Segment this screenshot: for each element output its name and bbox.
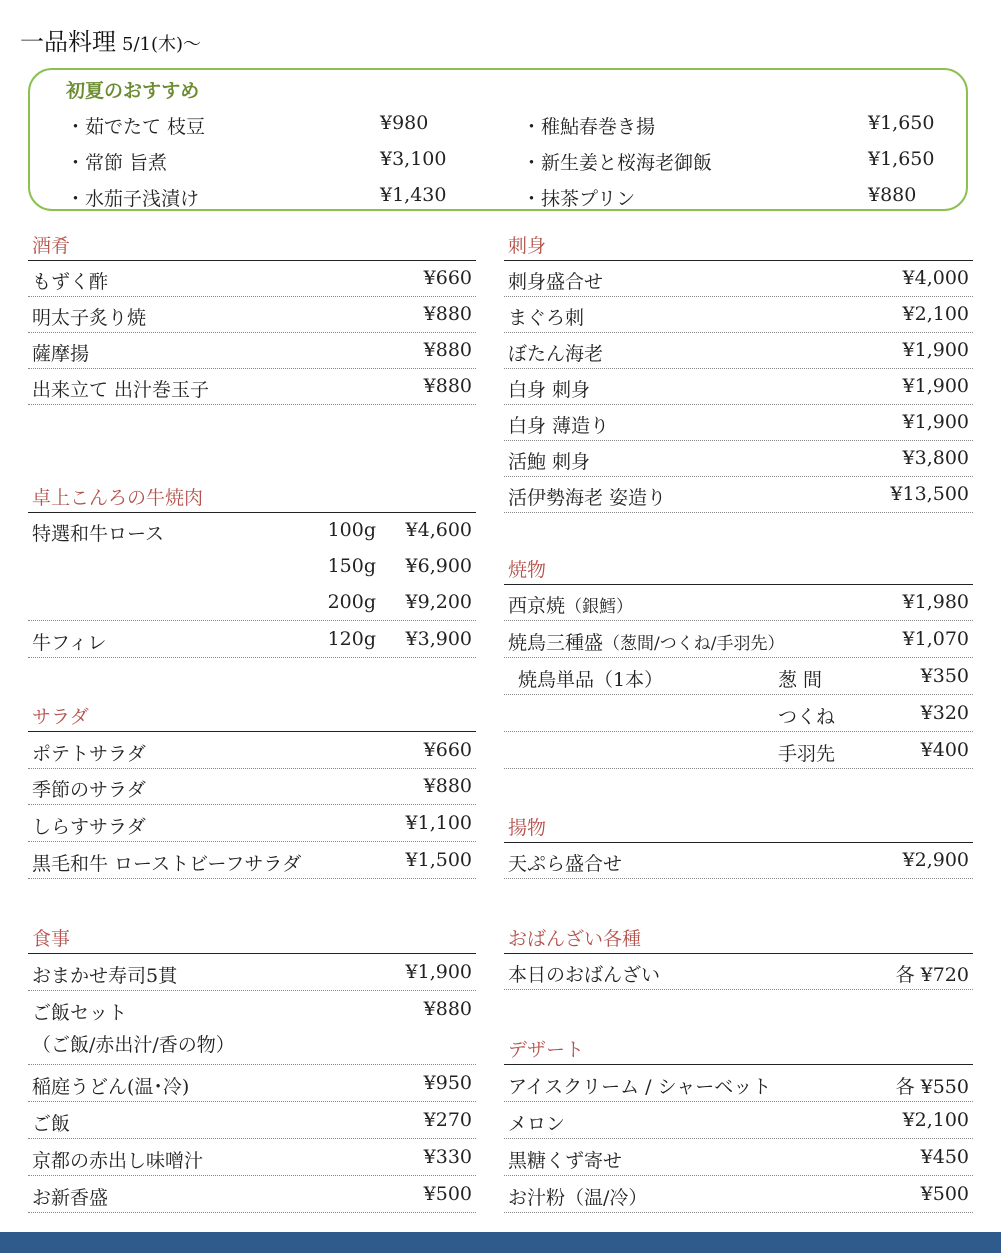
- menu-row: [28, 513, 476, 549]
- section-title-shokuji: 食事: [32, 928, 71, 950]
- bottom-bar: [0, 1232, 1001, 1253]
- section-title-yakimono: 焼物: [508, 559, 547, 581]
- section-rule: [28, 731, 476, 732]
- item-name: ぼたん海老: [508, 343, 604, 365]
- item-size: 150g: [327, 555, 376, 577]
- item-price: ¥3,900: [405, 628, 472, 650]
- item-name: まぐろ刺: [508, 307, 585, 329]
- item-price: ¥500: [920, 1183, 969, 1205]
- item-note: （銀鱈）: [565, 597, 634, 617]
- menu-row: [504, 1103, 973, 1139]
- section-title-agemono: 揚物: [508, 817, 547, 839]
- section-title-gyuyaki: 卓上こんろの牛焼肉: [32, 487, 204, 509]
- item-name: アイスクリーム / シャーベット: [508, 1076, 772, 1098]
- item-price: ¥660: [423, 739, 472, 761]
- page-title: [20, 22, 201, 57]
- menu-row: [28, 1103, 476, 1139]
- item-name: [508, 591, 633, 618]
- item-price: ¥880: [423, 998, 472, 1020]
- menu-row: [504, 1177, 973, 1213]
- item-price: ¥450: [920, 1146, 969, 1168]
- section-rule: [504, 1064, 973, 1065]
- menu-row: [28, 843, 476, 879]
- recommend-title: 初夏のおすすめ: [66, 80, 200, 102]
- section-title-sakana: 酒肴: [32, 235, 71, 257]
- menu-row: [28, 1140, 476, 1176]
- item-price: ¥880: [423, 375, 472, 397]
- item-price: ¥1,980: [902, 591, 969, 613]
- item-name: しらすサラダ: [32, 816, 146, 838]
- item-name: お新香盛: [32, 1187, 109, 1209]
- menu-row: [28, 549, 476, 585]
- item-name: 黒糖くず寄せ: [508, 1150, 623, 1172]
- recommend-item-name: ・新生姜と桜海老御飯: [522, 152, 713, 174]
- item-name-text: 西京焼: [508, 595, 566, 617]
- item-size: 120g: [327, 628, 376, 650]
- recommend-item-name: ・常節 旨煮: [66, 152, 168, 174]
- menu-date: 5/1(木)〜: [122, 34, 202, 55]
- item-price: ¥2,100: [902, 1109, 969, 1131]
- item-price: 各 ¥550: [895, 1076, 969, 1098]
- recommend-item-price: ¥880: [868, 184, 917, 206]
- menu-row: [504, 1140, 973, 1176]
- menu-row: [504, 585, 973, 621]
- item-price: ¥950: [423, 1072, 472, 1094]
- item-price: ¥400: [920, 739, 969, 761]
- recommend-item-price: ¥1,650: [868, 148, 935, 170]
- yakitori-single-label: 焼鳥単品（1本）: [518, 669, 664, 691]
- menu-row: [28, 622, 476, 658]
- menu-row: [504, 696, 973, 732]
- item-name: 牛フィレ: [32, 632, 107, 654]
- item-price: ¥1,070: [902, 628, 969, 650]
- menu-row: [504, 261, 973, 297]
- item-price: ¥9,200: [405, 591, 472, 613]
- menu-row: [504, 297, 973, 333]
- item-name: 白身 刺身: [508, 379, 591, 401]
- recommend-item-name: ・茹でたて 枝豆: [66, 116, 206, 138]
- item-name: 刺身盛合せ: [508, 271, 604, 293]
- menu-row: [28, 297, 476, 333]
- item-name: ご飯: [32, 1113, 71, 1135]
- item-name: [508, 628, 784, 655]
- menu-row: [504, 733, 973, 769]
- menu-row: [28, 733, 476, 769]
- item-name: おまかせ寿司5貫: [32, 965, 178, 987]
- item-price: 各 ¥720: [895, 964, 969, 986]
- section-rule: [28, 953, 476, 954]
- item-kind: つくね: [778, 706, 836, 728]
- item-size: 200g: [327, 591, 376, 613]
- item-name: 明太子炙り焼: [32, 307, 147, 329]
- item-name: ご飯セット: [32, 1002, 128, 1024]
- item-size: 100g: [327, 519, 376, 541]
- item-name: もずく酢: [32, 271, 109, 293]
- item-name: 白身 薄造り: [508, 415, 610, 437]
- recommend-item-name: ・抹茶プリン: [522, 188, 636, 210]
- recommend-item-price: ¥3,100: [380, 148, 447, 170]
- item-price: ¥4,000: [902, 267, 969, 289]
- item-price: ¥880: [423, 339, 472, 361]
- menu-row: [504, 477, 973, 513]
- menu-row: [504, 954, 973, 990]
- menu-row: [504, 843, 973, 879]
- item-kind: 葱 間: [778, 669, 823, 691]
- section-title-salad: サラダ: [32, 706, 89, 728]
- item-price: ¥500: [423, 1183, 472, 1205]
- item-name: 特選和牛ロース: [32, 523, 165, 545]
- item-name: 稲庭うどん(温･冷): [32, 1076, 190, 1098]
- menu-row: [504, 369, 973, 405]
- item-price: ¥1,900: [902, 411, 969, 433]
- item-kind: 手羽先: [778, 743, 836, 765]
- menu-row: [28, 333, 476, 369]
- item-price: ¥880: [423, 775, 472, 797]
- menu-row: [504, 441, 973, 477]
- menu-row: [504, 1066, 973, 1102]
- item-price: ¥1,900: [902, 339, 969, 361]
- item-price: ¥880: [423, 303, 472, 325]
- item-price: ¥3,800: [902, 447, 969, 469]
- menu-row: [28, 1066, 476, 1102]
- item-price: ¥270: [423, 1109, 472, 1131]
- item-name: 出来立て 出汁巻玉子: [32, 379, 210, 401]
- item-note: （ご飯/赤出汁/香の物）: [32, 1034, 235, 1056]
- item-name: 京都の赤出し味噌汁: [32, 1150, 204, 1172]
- item-price: ¥13,500: [890, 483, 969, 505]
- recommend-item-price: ¥1,430: [380, 184, 447, 206]
- item-price: ¥2,100: [902, 303, 969, 325]
- menu-row: [504, 622, 973, 658]
- item-name: 天ぷら盛合せ: [508, 853, 623, 875]
- item-name: 活鮑 刺身: [508, 451, 591, 473]
- menu-row: [28, 585, 476, 621]
- item-price: ¥4,600: [405, 519, 472, 541]
- menu-row: [504, 405, 973, 441]
- menu-row: [28, 992, 476, 1065]
- item-name: 活伊勢海老 姿造り: [508, 487, 667, 509]
- menu-row: [28, 769, 476, 805]
- page-title-text: 一品料理: [20, 28, 116, 56]
- item-price: ¥6,900: [405, 555, 472, 577]
- section-title-dessert: デザート: [508, 1039, 585, 1061]
- item-price: ¥1,900: [405, 961, 472, 983]
- menu-row: [28, 806, 476, 842]
- item-name: ポテトサラダ: [32, 743, 146, 765]
- section-title-obanzai: おばんざい各種: [508, 928, 642, 950]
- recommend-item-price: ¥980: [380, 112, 429, 134]
- menu-row: [28, 369, 476, 405]
- item-price: ¥350: [920, 665, 969, 687]
- item-price: ¥1,500: [405, 849, 472, 871]
- section-title-sashimi: 刺身: [508, 235, 547, 257]
- menu-row: [28, 955, 476, 991]
- menu-row: [28, 1177, 476, 1213]
- recommend-item-name: ・水茄子浅漬け: [66, 188, 200, 210]
- menu-row: [504, 333, 973, 369]
- recommend-item-name: ・稚鮎春巻き揚: [522, 116, 656, 138]
- item-price: ¥1,100: [405, 812, 472, 834]
- item-name: 黒毛和牛 ローストビーフサラダ: [32, 853, 302, 875]
- item-price: ¥330: [423, 1146, 472, 1168]
- menu-row: [28, 261, 476, 297]
- item-name: 季節のサラダ: [32, 779, 146, 801]
- item-price: ¥1,900: [902, 375, 969, 397]
- menu-row: [504, 659, 973, 695]
- item-name-text: 焼鳥三種盛: [508, 632, 604, 654]
- item-note: （葱間/つくね/手羽先）: [603, 634, 785, 654]
- item-name: 薩摩揚: [32, 343, 90, 365]
- item-name: お汁粉（温/冷）: [508, 1187, 648, 1209]
- item-name: メロン: [508, 1113, 566, 1135]
- item-price: ¥660: [423, 267, 472, 289]
- item-price: ¥2,900: [902, 849, 969, 871]
- item-price: ¥320: [920, 702, 969, 724]
- recommend-box: [28, 68, 968, 211]
- recommend-item-price: ¥1,650: [868, 112, 935, 134]
- item-name: 本日のおばんざい: [508, 964, 661, 986]
